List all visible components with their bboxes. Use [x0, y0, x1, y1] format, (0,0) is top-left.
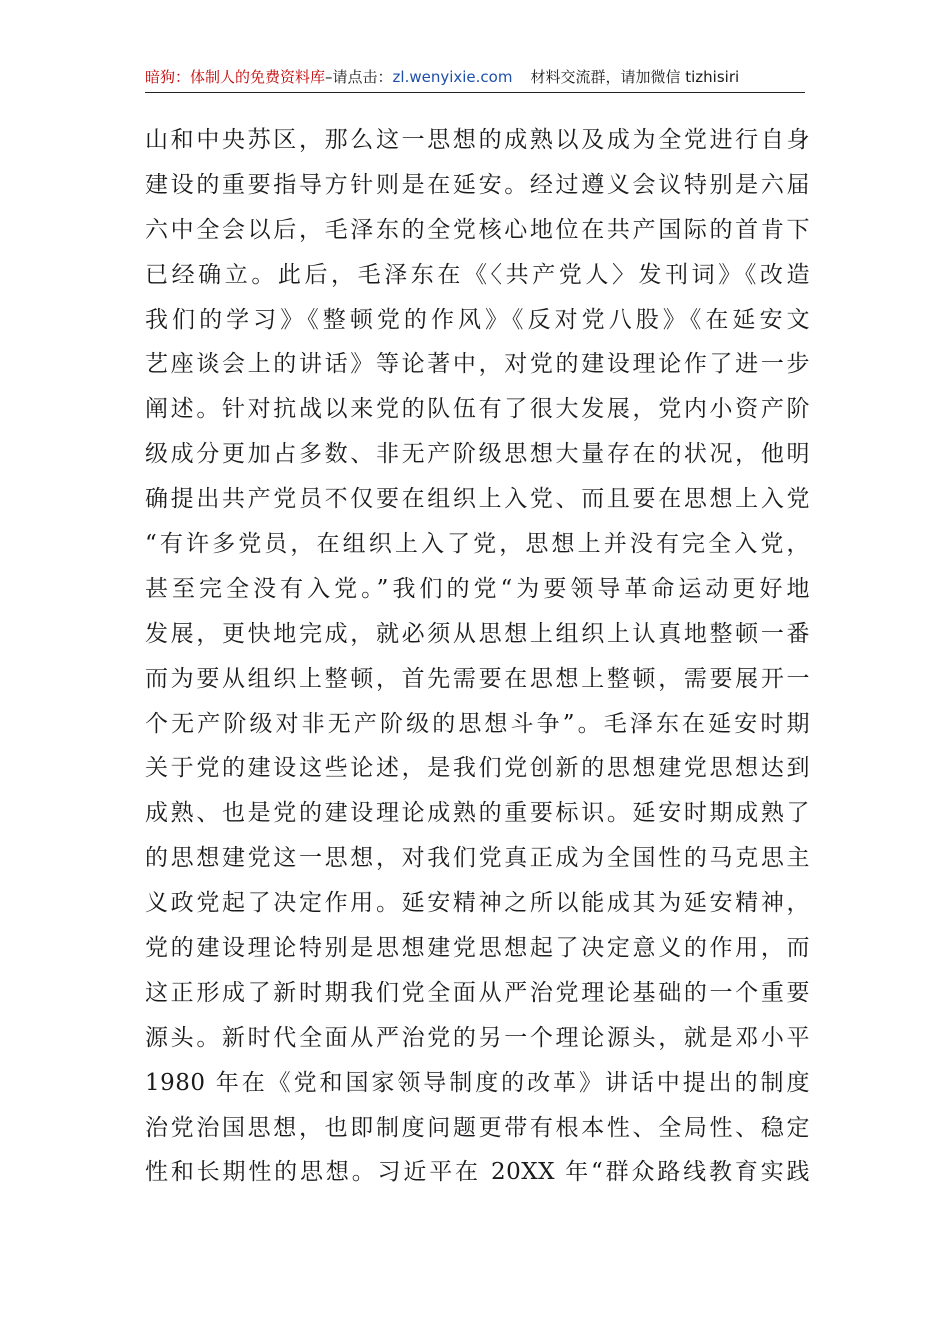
- body-line: 已经确立。此后，毛泽东在《〈共产党人〉发刊词》《改造: [145, 261, 810, 288]
- body-line: 党的建设理论特别是思想建党思想起了决定意义的作用，而: [145, 935, 810, 962]
- body-line: “有许多党员，在组织上入了党，思想上并没有完全入党，: [145, 531, 810, 558]
- body-line: 个无产阶级对非无产阶级的思想斗争”。毛泽东在延安时期: [145, 710, 810, 737]
- body-line: 发展，更快地完成，就必须从思想上组织上认真地整顿一番: [145, 620, 810, 647]
- body-line: 山和中央苏区，那么这一思想的成熟以及成为全党进行自身: [145, 127, 810, 153]
- body-line: 而为要从组织上整顿，首先需要在思想上整顿，需要展开一: [145, 665, 810, 692]
- body-line: 建设的重要指导方针则是在延安。经过遵义会议特别是六届: [145, 171, 810, 198]
- body-line: 确提出共产党员不仅要在组织上入党、而且要在思想上入党: [145, 486, 810, 513]
- body-line: 性和长期性的思想。习近平在 20XX 年“群众路线教育实践: [145, 1159, 810, 1186]
- body-line: 1980 年在《党和国家领导制度的改革》讲话中提出的制度: [145, 1069, 810, 1096]
- body-line: 阐述。针对抗战以来党的队伍有了很大发展，党内小资产阶: [145, 396, 810, 423]
- header-brand: 暗狗：体制人的免费资料库: [145, 68, 326, 86]
- header-contact: 材料交流群，请加微信 tizhisiri: [530, 68, 740, 86]
- body-line: 这正形成了新时期我们党全面从严治党理论基础的一个重要: [145, 979, 810, 1006]
- document-body: [145, 118, 810, 1195]
- body-line: 成熟、也是党的建设理论成熟的重要标识。延安时期成熟了: [145, 800, 810, 827]
- body-line: 级成分更加占多数、非无产阶级思想大量存在的状况，他明: [145, 441, 810, 468]
- page-header: [145, 62, 805, 93]
- body-line: 源头。新时代全面从严治党的另一个理论源头，就是邓小平: [145, 1024, 810, 1051]
- header-separator: –请点击：: [325, 68, 393, 86]
- body-line: 六中全会以后，毛泽东的全党核心地位在共产国际的首肯下: [145, 216, 810, 243]
- body-line: 的思想建党这一思想，对我们党真正成为全国性的马克思主: [145, 845, 810, 872]
- body-line: 治党治国思想，也即制度问题更带有根本性、全局性、稳定: [145, 1114, 810, 1141]
- header-url-link[interactable]: zl.wenyixie.com: [392, 68, 513, 86]
- body-line: 甚至完全没有入党。”我们的党“为要领导革命运动更好地: [145, 575, 810, 602]
- body-line: 义政党起了决定作用。延安精神之所以能成其为延安精神，: [145, 890, 810, 917]
- body-line: 关于党的建设这些论述，是我们党创新的思想建党思想达到: [145, 755, 810, 782]
- body-line: 艺座谈会上的讲话》等论著中，对党的建设理论作了进一步: [145, 351, 810, 378]
- body-line: 我们的学习》《整顿党的作风》《反对党八股》《在延安文: [145, 306, 810, 333]
